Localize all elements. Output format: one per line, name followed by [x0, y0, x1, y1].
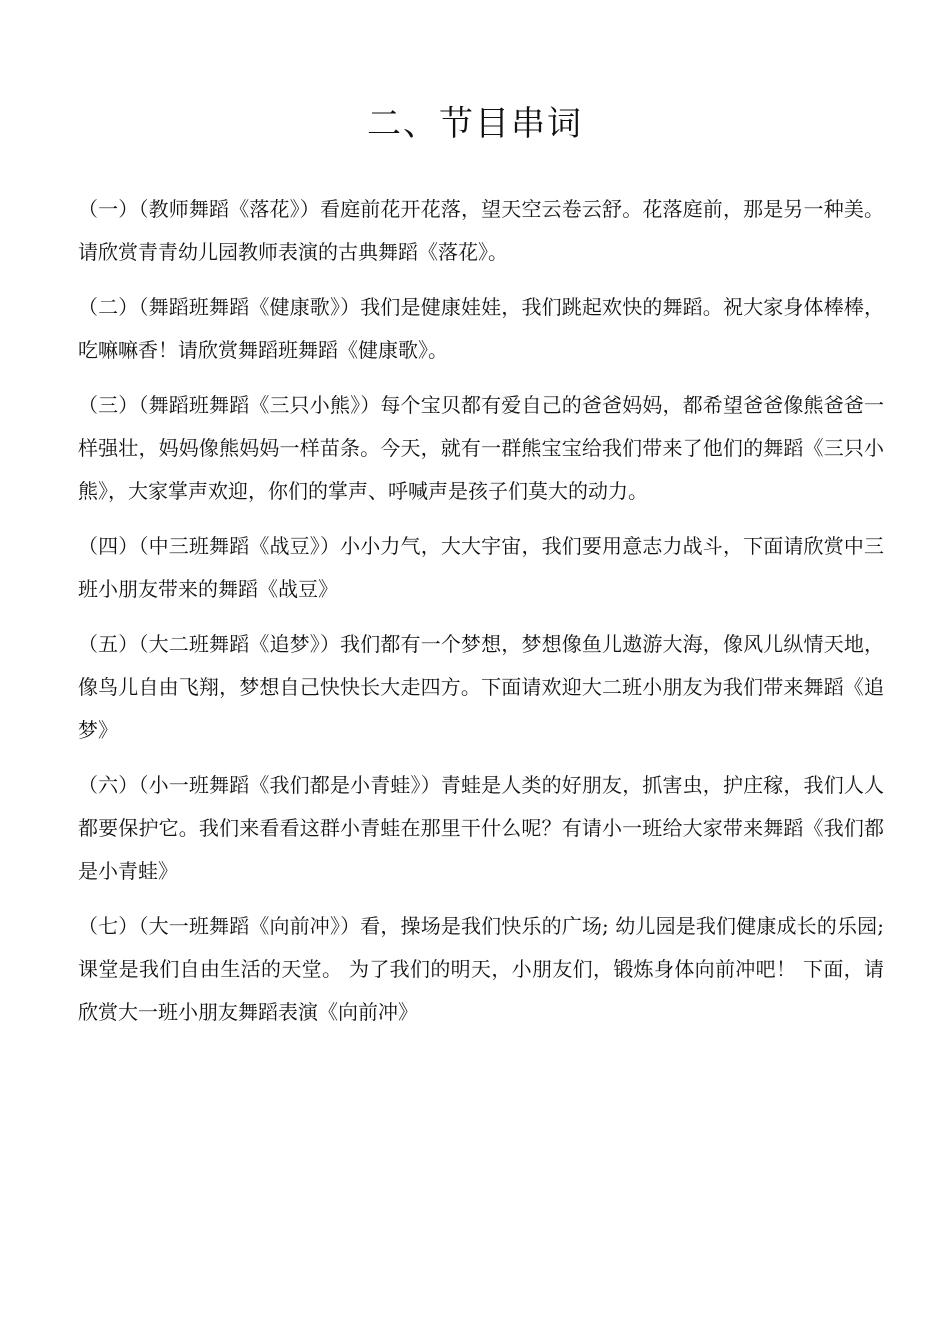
program-paragraph-1: （一）（教师舞蹈《落花》）看庭前花开花落，望天空云卷云舒。花落庭前，那是另一种美。请欣赏青青幼儿园教师表演的古典舞蹈《落花》。 — [78, 197, 884, 264]
program-paragraph-3: （三）（舞蹈班舞蹈《三只小熊》）每个宝贝都有爱自己的爸爸妈妈，都希望爸爸像熊爸爸一样强壮，妈妈像熊妈妈一样苗条。今天，就有一群熊宝宝给我们带来了他们的舞蹈《三只小熊》，大家掌声欢迎，你们的掌声、呼喊声是孩子们莫大的动力。 — [78, 393, 884, 503]
program-paragraph-6: （六）（小一班舞蹈《我们都是小青蛙》）青蛙是人类的好朋友，抓害虫，护庄稼，我们人人都要保护它。我们来看看这群小青蛙在那里干什么呢？有请小一班给大家带来舞蹈《我们都是小青蛙》 — [78, 773, 884, 883]
program-paragraph-7: （七）（大一班舞蹈《向前冲》）看，操场是我们快乐的广场; 幼儿园是我们健康成长的乐园; 课堂是我们自由生活的天堂。 为了我们的明天，小朋友们，锻炼身体向前冲吧！ 下面，请欣赏大一班小朋友舞蹈表演《向前冲》 — [78, 914, 884, 1024]
page-title: 二、节目串词 — [367, 104, 583, 144]
program-paragraph-5: （五）（大二班舞蹈《追梦》）我们都有一个梦想，梦想像鱼儿遨游大海，像风儿纵情天地，像鸟儿自由飞翔，梦想自己快快长大走四方。下面请欢迎大二班小朋友为我们带来舞蹈《追梦》 — [78, 632, 884, 742]
script-body — [78, 188, 884, 1046]
program-paragraph-2: （二）（舞蹈班舞蹈《健康歌》）我们是健康娃娃，我们跳起欢快的舞蹈。祝大家身体棒棒，吃嘛嘛香！请欣赏舞蹈班舞蹈《健康歌》。 — [78, 295, 884, 362]
program-paragraph-4: （四）（中三班舞蹈《战豆》）小小力气，大大宇宙，我们要用意志力战斗，下面请欣赏中三班小朋友带来的舞蹈《战豆》 — [78, 534, 884, 601]
